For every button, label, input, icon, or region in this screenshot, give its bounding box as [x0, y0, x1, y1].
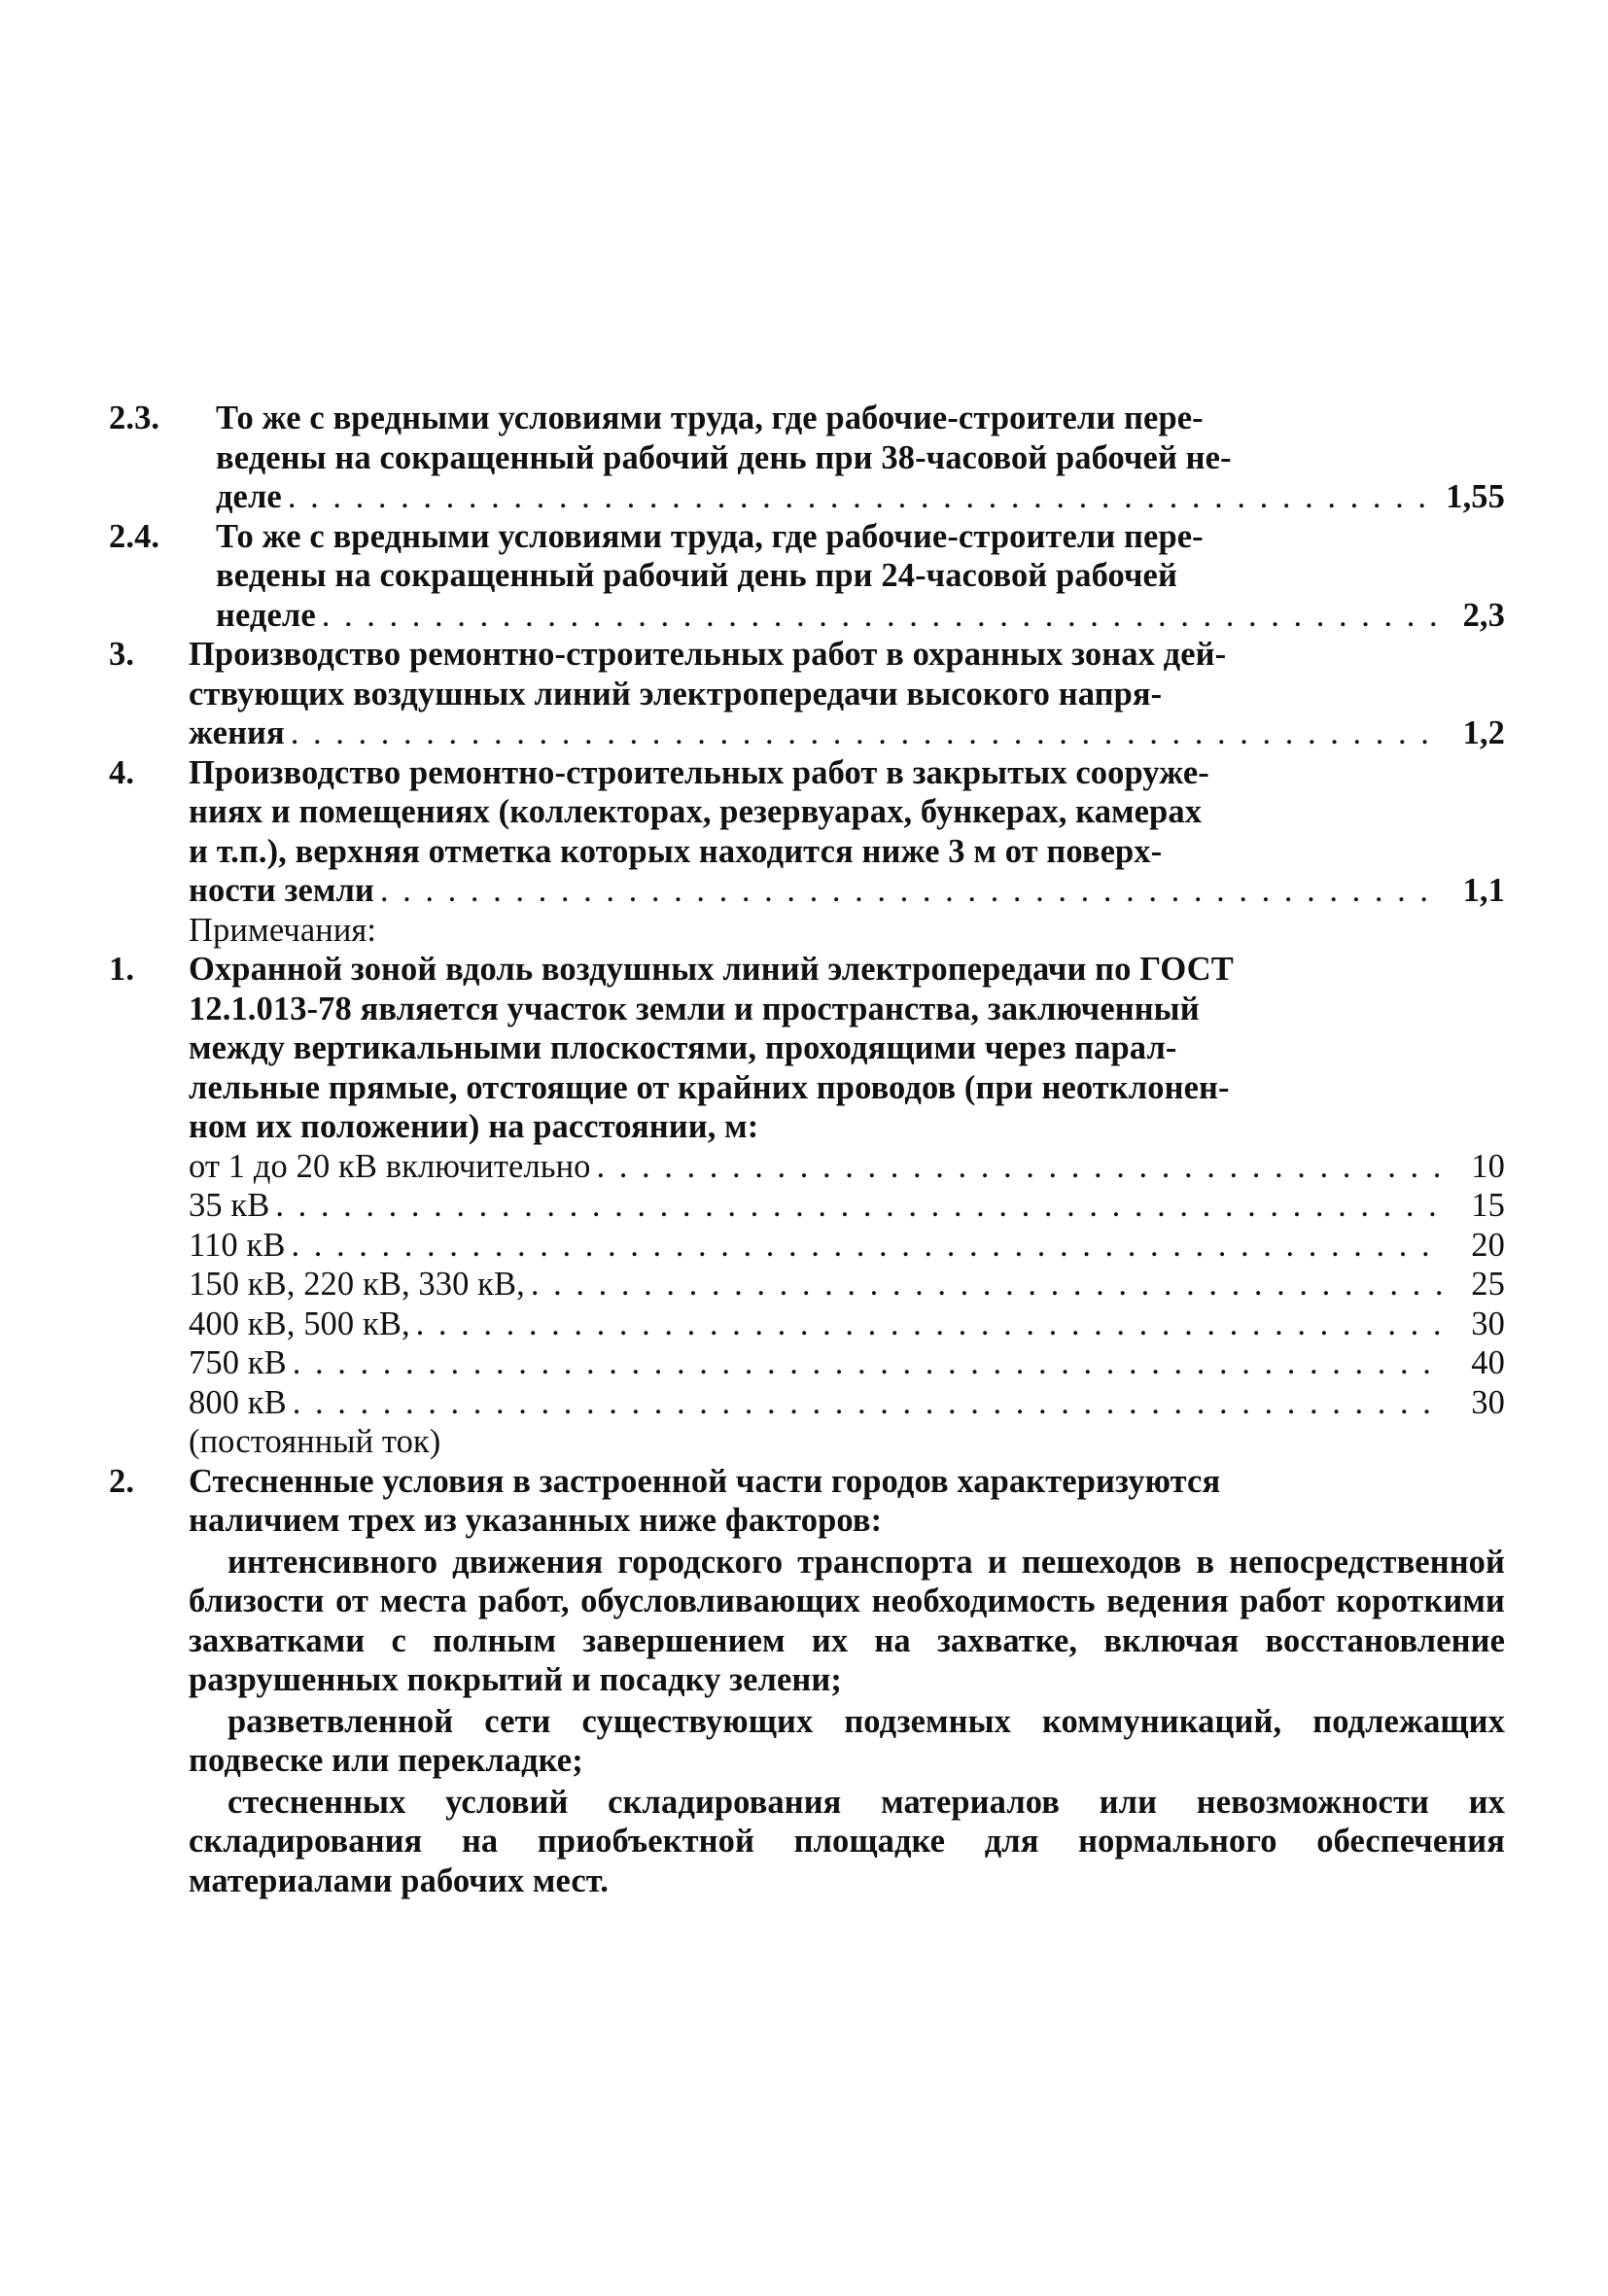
item-number: 2.4. [109, 517, 160, 555]
item-3 [109, 635, 1505, 753]
item-text-line: ниях и помещениях (коллекторах, резервуарах, бункерах, камерах [189, 793, 1203, 830]
distance-value: 25 [1471, 1266, 1505, 1303]
note-text-line: ном их положении) на расстоянии, м: [189, 1108, 759, 1145]
coefficient-value: 1,2 [1462, 714, 1505, 751]
item-4 [109, 753, 1505, 911]
distance-value: 10 [1471, 1147, 1505, 1185]
voltage-label: 150 кВ, 220 кВ, 330 кВ, [189, 1266, 525, 1303]
item-2-3 [109, 399, 1505, 517]
distance-value: 20 [1471, 1226, 1505, 1264]
item-text-last: жения [189, 714, 285, 751]
voltage-label: от 1 до 20 кВ включительно [189, 1147, 591, 1185]
distance-row [189, 1186, 1505, 1226]
voltage-label: 35 кВ [189, 1187, 270, 1224]
dot-leader [288, 477, 1440, 517]
item-text-line: ведены на сокращенный рабочий день при 24-часовой рабочей [216, 557, 1177, 594]
factor-paragraph: разветвленной сети существующих подземных коммуникаций, подлежащих подвеске или перекладке; [189, 1702, 1505, 1779]
note-text-line: 12.1.013-78 является участок земли и пространства, заключенный [189, 990, 1200, 1027]
dot-leader [322, 596, 1443, 636]
coefficient-table [109, 399, 1505, 1900]
dot-leader [293, 1343, 1443, 1383]
note-text-line: между вертикальными плоскостями, проходящими через парал- [189, 1029, 1177, 1066]
voltage-label: 110 кВ [189, 1226, 286, 1264]
distance-row [189, 1383, 1505, 1423]
note-number: 1. [109, 951, 135, 988]
factor-paragraph: стесненных условий складирования материалов или невозможности их складирования на приобъектной площадке для нормального обеспечения материалами рабочих мест. [189, 1783, 1505, 1899]
leader-line [189, 713, 1505, 753]
distance-row [189, 1265, 1505, 1305]
distance-row [189, 1343, 1505, 1383]
note-text-line: наличием трех из указанных ниже факторов: [189, 1502, 883, 1539]
dot-leader [416, 1305, 1443, 1344]
dot-leader [291, 713, 1443, 753]
note-text-line: лельные прямые, отстоящие от крайних проводов (при неотклонен- [189, 1068, 1230, 1106]
voltage-label: 750 кВ [189, 1344, 287, 1381]
item-number: 4. [109, 753, 135, 791]
distance-row [189, 1147, 1505, 1187]
item-number: 2.3. [109, 400, 160, 436]
item-text-line: ведены на сокращенный рабочий день при 38-часовой рабочей не- [216, 438, 1232, 476]
note-text-line: Стесненные условия в застроенной части городов характеризуются [189, 1462, 1221, 1500]
dc-note: (постоянный ток) [189, 1423, 441, 1460]
factor-list [189, 1543, 1505, 1901]
distance-value: 30 [1471, 1383, 1505, 1421]
item-text-line: То же с вредными условиями труда, где рабочие-строители пере- [216, 400, 1204, 436]
item-text-last: деле [216, 478, 282, 515]
item-2-4 [109, 517, 1505, 636]
coefficient-value: 2,3 [1462, 596, 1505, 634]
note-2 [109, 1462, 1505, 1541]
distance-row [189, 1305, 1505, 1344]
voltage-label: 400 кВ, 500 кВ, [189, 1305, 410, 1342]
notes-heading: Примечания: [189, 911, 377, 949]
coefficient-value: 1,1 [1462, 872, 1505, 909]
note-1 [109, 950, 1505, 1147]
distance-list [189, 1147, 1505, 1462]
item-number: 3. [109, 636, 135, 673]
note-number: 2. [109, 1462, 135, 1500]
distance-value: 15 [1471, 1187, 1505, 1224]
coefficient-value: 1,55 [1446, 478, 1505, 515]
distance-value: 30 [1471, 1305, 1505, 1342]
item-text-line: Производство ремонтно-строительных работ в закрытых сооруже- [189, 753, 1209, 791]
dot-leader [293, 1383, 1443, 1423]
dot-leader [291, 1226, 1443, 1266]
item-text-line: и т.п.), верхняя отметка которых находится ниже 3 м от поверх- [189, 832, 1163, 870]
dot-leader [531, 1265, 1443, 1305]
distance-value: 40 [1471, 1344, 1505, 1381]
item-text-line: То же с вредными условиями труда, где рабочие-строители пере- [216, 517, 1204, 555]
leader-line [216, 596, 1505, 636]
voltage-label: 800 кВ [189, 1383, 287, 1421]
item-text-last: неделе [216, 596, 316, 634]
dot-leader [380, 871, 1443, 911]
factor-paragraph: интенсивного движения городского транспорта и пешеходов в непосредственной близости от места работ, обусловливающих необходимость ведения работ короткими захватками с полным завершением их на захватке, включая восстановление разрушенных покрытий и посадку зелени; [189, 1543, 1505, 1698]
leader-line [216, 477, 1505, 517]
note-text-line: Охранной зоной вдоль воздушных линий электропередачи по ГОСТ [189, 951, 1234, 988]
leader-line [189, 871, 1505, 911]
dot-leader [597, 1147, 1443, 1187]
distance-row [189, 1226, 1505, 1266]
item-text-line: ствующих воздушных линий электропередачи высокого напря- [189, 675, 1163, 713]
dot-leader [275, 1186, 1443, 1226]
item-text-line: Производство ремонтно-строительных работ в охранных зонах дей- [189, 636, 1227, 673]
item-text-last: ности земли [189, 872, 374, 909]
